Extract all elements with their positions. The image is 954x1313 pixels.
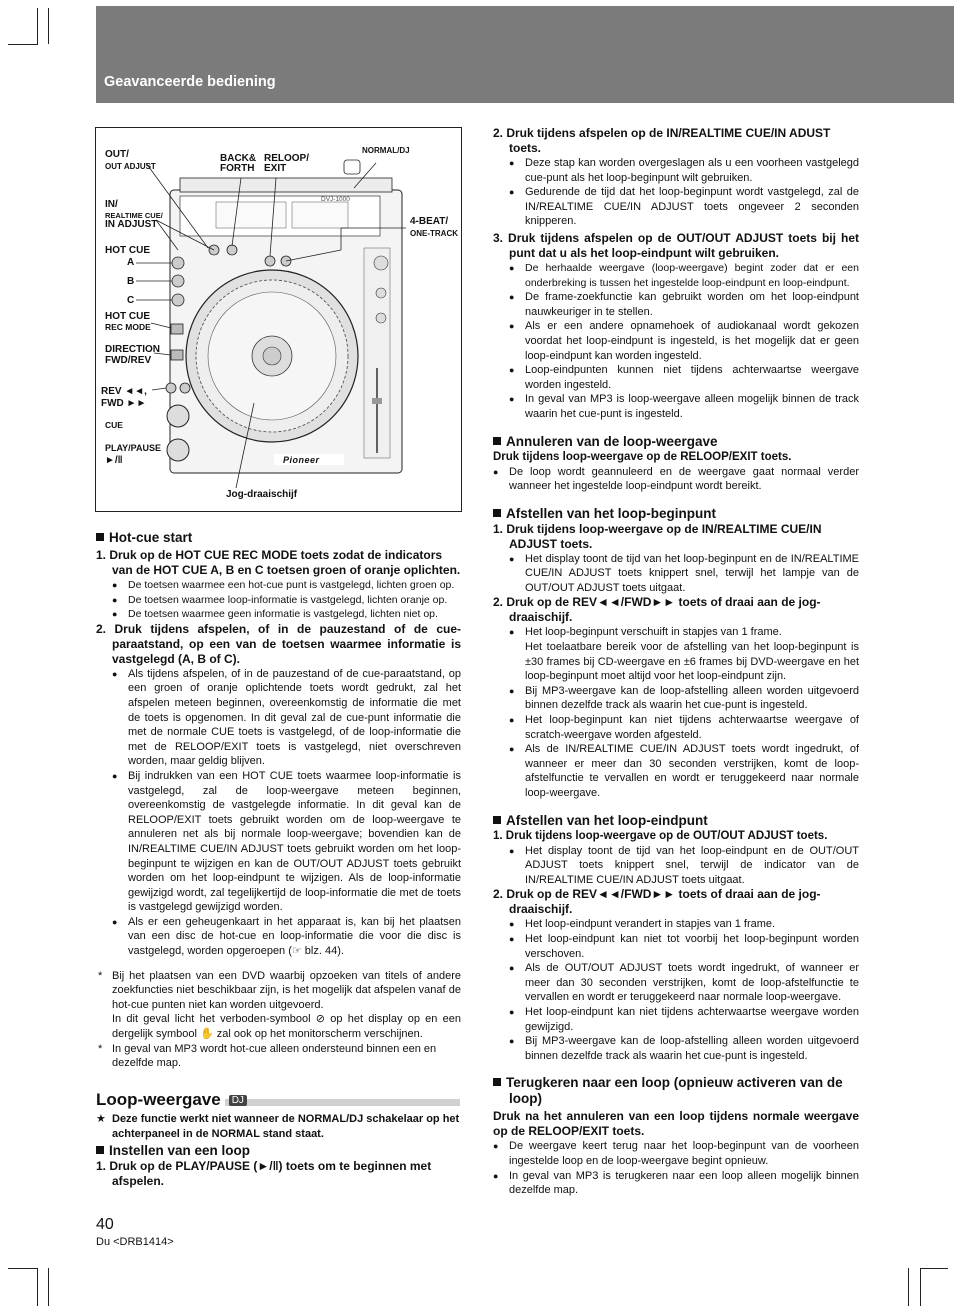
label-hot-cue-rec-2: REC MODE <box>105 322 151 332</box>
hot-cue-heading: Hot-cue start <box>96 530 461 546</box>
step: 2. Druk tijdens afspelen op de IN/REALTIME CUE/IN ADUST toets. <box>493 126 831 155</box>
bullet-item: ● Als de IN/REALTIME CUE/IN ADJUST toets wordt ingedrukt, of wanneer er meer dan 30 seconden verstrijken, komt de loop-afstelfunctie te vervallen en wordt er teruggekeerd naar normale loop-weergave. <box>493 742 859 800</box>
star-note: ★ Deze functie werkt niet wanneer de NORMAL/DJ schakelaar op het achterpaneel in de NORMAL stand staat. <box>96 1113 460 1140</box>
bullet-item: ● In geval van MP3 is terugkeren naar een loop alleen mogelijk binnen dezelfde map. <box>493 1169 859 1198</box>
document-code: Du <DRB1414> <box>96 1236 174 1248</box>
label-four-beat: 4-BEAT/ <box>410 216 449 227</box>
step: 2. Druk tijdens afspelen, of in de pauzestand of de cue-paraatstand, op een van de toetsen waarmee informatie is vastgelegd (A, B of C). <box>96 621 461 666</box>
crop-mark <box>48 8 49 44</box>
label-hot-cue-rec-1: HOT CUE <box>105 311 150 322</box>
bullet-item: ● Als de OUT/OUT ADJUST toets wordt ingedrukt, of wanneer er meer dan 30 seconden verstrijken, komt de loop-afstelfunctie te vervallen en wordt er teruggekeerd naar normale loop-weergave. <box>493 961 859 1005</box>
label-reloop-1: RELOOP/ <box>264 153 310 164</box>
subheading: Druk na het annuleren van een loop tijdens normale weergave op de RELOOP/EXIT toets. <box>493 1109 859 1139</box>
crop-mark <box>48 1268 49 1306</box>
footnote-continuation: In dit geval licht het verboden-symbool ⊘ op het display op en een dergelijk symbool ✋ zal ook op het monitorscherm verschijnen. <box>112 1013 461 1041</box>
label-realtime-cue: REALTIME CUE/ <box>105 211 163 220</box>
bullet-item: ● De toetsen waarmee geen informatie is vastgelegd, lichten niet op. <box>96 607 461 622</box>
label-in: IN/ <box>105 199 118 210</box>
step: 3. Druk tijdens afspelen op de OUT/OUT ADJUST toets bij het punt dat u als het loop-eindpunt wilt gebruiken. <box>493 230 859 260</box>
label-back-forth-2: FORTH <box>220 163 255 174</box>
brand-logo: Pioneer <box>283 455 320 465</box>
bullet-item: ● Het display toont de tijd van het loop-beginpunt en de IN/REALTIME CUE/IN ADJUST toets knippert snel, terwijl het lampje van de OUT/OUT ADJUST toets uitgaat. <box>493 552 859 596</box>
label-hot-cue-c: C <box>127 295 135 306</box>
bullet-item: ● De herhaalde weergave (loop-weergave) begint zoder dat er een onderbreking is tussen het ingestelde loop-eindpunt en loop-eindpunt. <box>493 261 859 290</box>
section-title: Geavanceerde bediening <box>104 74 276 90</box>
instellen-heading: Instellen van een loop <box>96 1143 461 1159</box>
label-cue: CUE <box>105 420 123 430</box>
label-hot-cue-b: B <box>127 276 135 287</box>
label-play-pause-2: ►/ǁ <box>105 455 123 466</box>
bullet-item: ● Het loop-eindpunt verandert in stapjes van 1 frame. <box>493 917 859 932</box>
square-bullet-icon <box>493 509 501 517</box>
square-bullet-icon <box>96 533 104 541</box>
crop-mark <box>8 1268 38 1269</box>
step: 2. Druk op de REV◄◄/FWD►► toets of draai aan de jog-draaischijf. <box>493 887 821 917</box>
dj-badge-icon: DJ <box>229 1095 247 1106</box>
square-bullet-icon <box>493 1078 501 1086</box>
label-hot-cue: HOT CUE <box>105 245 150 256</box>
step: 2. Druk op de REV◄◄/FWD►► toets of draai aan de jog-draaischijf. <box>493 595 821 625</box>
bullet-item: ● De frame-zoekfunctie kan gebruikt worden om het loop-eindpunt nauwkeuriger in te stellen. <box>493 290 859 319</box>
annuleren-heading: Annuleren van de loop-weergave <box>493 434 859 450</box>
square-bullet-icon <box>493 816 501 824</box>
label-normal-dj: NORMAL/DJ <box>362 146 410 155</box>
bullet-item: ● In geval van MP3 is loop-weergave alleen mogelijk binnen de track waarin het cue-punt is ingesteld. <box>493 392 859 421</box>
bullet-item: ● Als er een geheugenkaart in het apparaat is, kan bij het plaatsen van een disc de hot-cue en loop-informatie die voor die disc is vastgelegd, worden opgeroepen (☞ blz. 44). <box>96 915 461 959</box>
label-direction-1: DIRECTION <box>105 344 160 355</box>
label-jog-wheel: Jog-draaischijf <box>226 489 298 500</box>
bullet-item: ● Bij indrukken van een HOT CUE toets waarmee loop-informatie is vastgelegd, zal de loop-weergave meteen beginnen, overeenkomstig de vastgelegde informatie. In dit geval kan de RELOOP/EXIT toets gebruikt worden om de loop-weergave te annuleren net als bij normale loop-weergave; bovendien kan de IN/REALTIME CUE/IN ADJUST toets gebruikt worden om het loop-beginpunt te wijzigen en kan de OUT/OUT ADJUST toets gebruikt worden om het loop-eindpunt te wijzigen. Als de loop-informatie gewijzigd wordt, zal tegelijkertijd de loop-informatie die met de toets is vastgelegd gewijzigd worden. <box>96 769 461 915</box>
label-out: OUT/ <box>105 149 129 160</box>
square-bullet-icon <box>493 437 501 445</box>
bullet-continuation: Het toelaatbare bereik voor de afstelling van het loop-beginpunt is ±30 frames bij CD-weergave en ±6 frames bij DVD-weergave en het loop-beginpunt moet altijd voor het loop-eindpunt zijn. <box>525 641 859 683</box>
bullet-item: ● Deze stap kan worden overgeslagen als u een voorheen vastgelegd cue-punt als het loop-beginpunt wilt gebruiken. <box>493 156 859 185</box>
bullet-item: ● Het display toont de tijd van het loop-eindpunt en de OUT/OUT ADJUST toets knippert snel, terwijl de indicator van de IN/REALTIME CUE/IN ADJUST toets uitgaat. <box>493 844 859 888</box>
page-number: 40 <box>96 1216 114 1233</box>
label-play-pause-1: PLAY/PAUSE <box>105 443 162 453</box>
label-back-forth-1: BACK& <box>220 153 257 164</box>
step: 1. Druk tijdens loop-weergave op de OUT/OUT ADJUST toets. <box>493 829 828 842</box>
crop-mark <box>920 1268 921 1306</box>
footnote: * In geval van MP3 wordt hot-cue alleen ondersteund binnen een en dezelfde map. <box>96 1042 461 1071</box>
footnote: * Bij het plaatsen van een DVD waarbij opzoeken van titels of andere zoekfuncties niet beschikbaar zijn, is het mogelijk dat afspelen vanaf de hot-cue punten niet kan worden uitgevoerd. <box>96 969 461 1013</box>
step: 1. Druk op de PLAY/PAUSE (►/ǁ) toets om te beginnen met afspelen. <box>96 1159 432 1189</box>
bullet-item: ● Als er een andere opnamehoek of audiokanaal wordt gekozen voordat het loop-eindpunt is ingesteld, is het mogelijk dat er geen loop-eindpunt kan worden ingesteld. <box>493 319 859 363</box>
bullet-item: ● Het loop-beginpunt kan niet tijdens achterwaartse weergave of scratch-weergave worden afgesteld. <box>493 713 859 742</box>
subheading: Druk tijdens loop-weergave op de RELOOP/EXIT toets. <box>493 450 792 463</box>
device-model-name: DVJ-1000 <box>321 196 350 203</box>
loop-weergave-title <box>96 1090 460 1110</box>
left-column <box>96 530 461 1071</box>
bullet-item: ● De loop wordt geannuleerd en de weergave gaat normaal verder wanneer het ingestelde loop-eindpunt wordt bereikt. <box>493 465 859 494</box>
bullet-item: ● Het loop-beginpunt verschuift in stapjes van 1 frame. <box>493 625 859 640</box>
square-bullet-icon <box>96 1146 104 1154</box>
crop-mark <box>37 8 38 44</box>
label-one-track: ONE-TRACK <box>410 229 458 238</box>
bullet-item: ● De toetsen waarmee loop-informatie is vastgelegd, lichten oranje op. <box>96 593 461 608</box>
right-column <box>493 126 859 1198</box>
star-icon: ★ <box>96 1113 106 1125</box>
bullet-item: ● Bij MP3-weergave kan de loop-afstelling alleen worden uitgevoerd binnen dezelfde track als waarin het cue-punt is ingesteld. <box>493 1034 859 1063</box>
afstellen-eind-heading: Afstellen van het loop-eindpunt <box>493 813 859 829</box>
bullet-item: ● Loop-eindpunten kunnen niet tijdens achterwaartse weergave worden ingesteld. <box>493 363 859 392</box>
crop-mark <box>8 44 38 45</box>
crop-mark <box>920 1268 948 1269</box>
label-in-adjust: IN ADJUST <box>105 219 158 230</box>
label-hot-cue-a: A <box>127 257 135 268</box>
crop-mark <box>37 1268 38 1306</box>
bullet-item: ● Het loop-eindpunt kan niet tot voorbij het loop-beginpunt worden verschoven. <box>493 932 859 961</box>
bullet-item: ● Gedurende de tijd dat het loop-beginpunt wordt vastgelegd, zal de IN/REALTIME CUE/IN ADJUST toets ongeveer 2 seconden knipperen. <box>493 185 859 229</box>
loop-title-text: Loop-weergave <box>96 1090 225 1109</box>
bullet-item: ● De toetsen waarmee een hot-cue punt is vastgelegd, lichten groen op. <box>96 578 461 593</box>
label-fwd: FWD ►► <box>101 398 147 409</box>
label-direction-2: FWD/REV <box>105 355 152 366</box>
crop-mark <box>908 1268 909 1306</box>
terugkeren-heading: Terugkeren naar een loop (opnieuw activeren van de loop) <box>493 1075 859 1107</box>
bullet-item: ● De weergave keert terug naar het loop-beginpunt van de voorheen ingestelde loop en de loop-weergave begint opnieuw. <box>493 1139 859 1168</box>
label-reloop-2: EXIT <box>264 163 287 174</box>
left-column-bottom <box>96 1112 461 1189</box>
step: 1. Druk op de HOT CUE REC MODE toets zodat de indicators van de HOT CUE A, B en C toetsen groen of oranje oplichten. <box>96 548 461 577</box>
bullet-item: ● Bij MP3-weergave kan de loop-afstelling alleen worden uitgevoerd binnen dezelfde track als waarin het cue-punt is ingesteld. <box>493 684 859 713</box>
step: 1. Druk tijdens loop-weergave op de IN/REALTIME CUE/IN ADJUST toets. <box>493 521 822 551</box>
bullet-item: ● Als tijdens afspelen, of in de pauzestand of de cue-paraatstand, op een groen of oranje oplichtende toets wordt gedrukt, zal het afspelen meteen beginnen, overeenkomstig de informatie die met de toets is opgenomen. In dit geval zal de cue-punt informatie die met de normale CUE toets is vastgelegd, of de loop-informatie die met de RELOOP/EXIT toets is vastgelegd, niet overschreven worden, maar geldig blijven. <box>96 667 461 769</box>
label-rev: REV ◄◄, <box>101 386 147 397</box>
bullet-item: ● Het loop-eindpunt kan niet tijdens achterwaartse weergave worden gewijzigd. <box>493 1005 859 1034</box>
afstellen-begin-heading: Afstellen van het loop-beginpunt <box>493 506 859 522</box>
device-figure <box>95 127 462 512</box>
label-out-adjust: OUT ADJUST <box>105 162 156 171</box>
